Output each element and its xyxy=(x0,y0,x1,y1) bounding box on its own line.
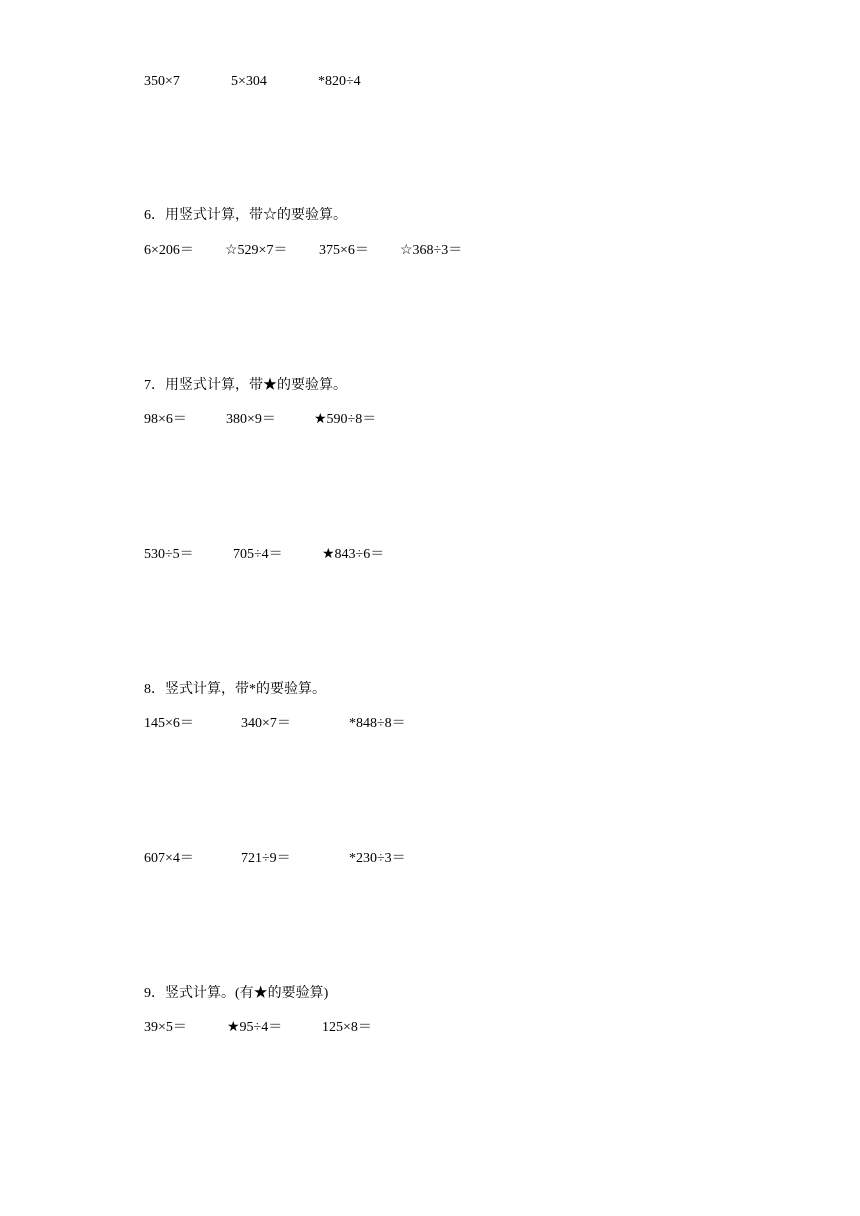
problem-39x5: 39×5＝ xyxy=(144,1020,187,1035)
problem-350x7: 350×7 xyxy=(144,74,180,89)
problem-5x304: 5×304 xyxy=(231,74,267,89)
question-7-heading: 7．用竖式计算，带★的要验算。 xyxy=(144,378,347,393)
problem-95div4: ★95÷4＝ xyxy=(227,1020,283,1035)
problem-705div4: 705÷4＝ xyxy=(233,547,283,562)
problem-530div5: 530÷5＝ xyxy=(144,547,194,562)
problem-145x6: 145×6＝ xyxy=(144,716,194,731)
problem-607x4: 607×4＝ xyxy=(144,851,194,866)
problem-98x6: 98×6＝ xyxy=(144,412,187,427)
question-6-heading: 6．用竖式计算，带☆的要验算。 xyxy=(144,208,347,223)
problem-340x7: 340×7＝ xyxy=(241,716,291,731)
problem-230div3: *230÷3＝ xyxy=(349,851,406,866)
problem-380x9: 380×9＝ xyxy=(226,412,276,427)
problem-125x8: 125×8＝ xyxy=(322,1020,372,1035)
question-9-heading: 9．竖式计算。(有★的要验算) xyxy=(144,986,329,1001)
problem-6x206: 6×206＝ xyxy=(144,243,194,258)
problem-590div8: ★590÷8＝ xyxy=(314,412,377,427)
problem-375x6: 375×6＝ xyxy=(319,243,369,258)
problem-848div8: *848÷8＝ xyxy=(349,716,406,731)
problem-843div6: ★843÷6＝ xyxy=(322,547,385,562)
question-8-heading: 8．竖式计算，带*的要验算。 xyxy=(144,682,326,697)
problem-368div3: ☆368÷3＝ xyxy=(400,243,463,258)
problem-721div9: 721÷9＝ xyxy=(241,851,291,866)
problem-820div4: *820÷4 xyxy=(318,74,361,89)
problem-529x7: ☆529×7＝ xyxy=(225,243,288,258)
